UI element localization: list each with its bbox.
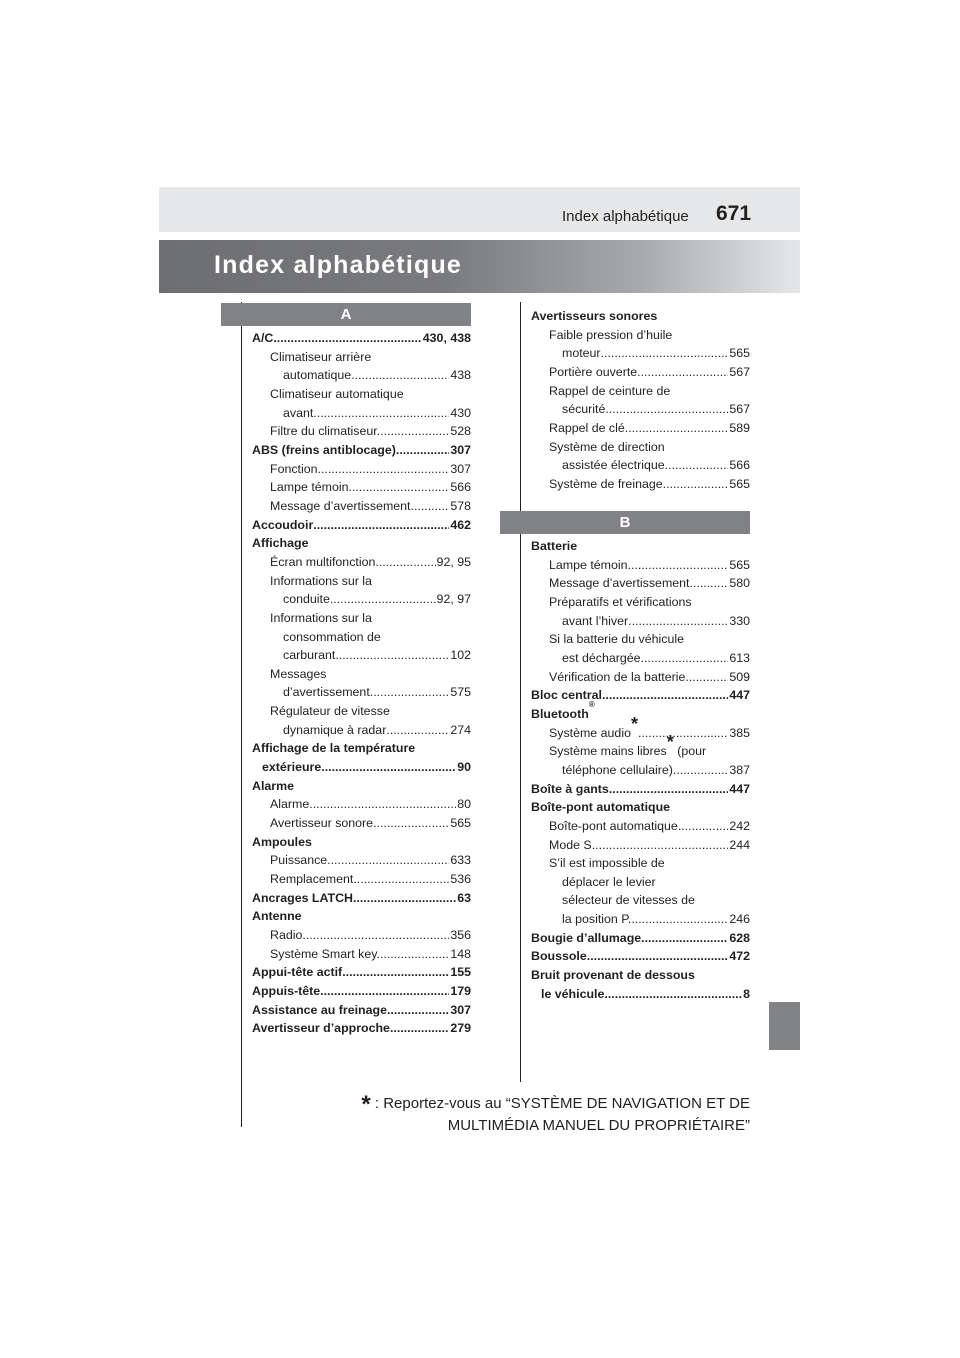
index-entry: [252, 814, 471, 833]
entry-text: Ancrages LATCH: [252, 890, 353, 905]
entry-page-ref: 566: [729, 458, 750, 473]
dot-leader: [375, 553, 435, 572]
index-entry: [252, 329, 471, 348]
index-entry: [531, 947, 750, 966]
index-entry: [531, 363, 750, 382]
entry-text: A/C: [252, 331, 274, 345]
entry-text: Remplacement.: [270, 872, 357, 887]
dot-leader: [373, 814, 449, 833]
index-entry: [531, 910, 750, 929]
entry-page-ref: 307: [450, 461, 471, 476]
entry-text: d’avertissement: [283, 685, 370, 700]
index-entry: [252, 945, 471, 964]
entry-page-ref: 102: [450, 648, 471, 663]
index-entry: [531, 873, 750, 892]
index-entry: [252, 534, 471, 553]
index-entry: [531, 456, 750, 475]
index-entry: [252, 926, 471, 945]
index-entry: [252, 721, 471, 740]
index-entry: [252, 758, 471, 777]
index-entry: [531, 593, 750, 612]
dot-leader: [665, 456, 729, 475]
entry-text: Affichage: [252, 536, 309, 551]
entry-text: Assistance au freinage: [252, 1002, 387, 1017]
dot-leader: [386, 721, 449, 740]
entry-text: Portière ouverte: [549, 364, 638, 379]
dot-leader: [641, 929, 728, 948]
dot-leader: [685, 668, 728, 687]
index-entry: [531, 630, 750, 649]
dot-leader: [327, 851, 449, 870]
entry-text: Climatiseur arrière: [270, 349, 372, 364]
entry-text: Rappel de clé.: [549, 420, 629, 435]
entry-text: Système de freinage: [549, 476, 663, 491]
index-entry: [252, 982, 471, 1001]
index-entry: [252, 590, 471, 609]
entry-page-ref: 155: [450, 965, 471, 980]
chapter-thumb-tab: [769, 1002, 800, 1050]
entry-page-ref: 462: [450, 517, 471, 532]
entry-text: sélecteur de vitesses de: [562, 893, 695, 908]
dot-leader: [380, 945, 449, 964]
index-entry: [531, 929, 750, 948]
entry-text: Bougie d’allumage: [531, 930, 642, 945]
dot-leader: [608, 985, 742, 1004]
dot-leader: [690, 574, 729, 593]
running-header-section: Index alphabétique: [562, 208, 689, 225]
entry-text: Vérification de la batterie: [549, 669, 686, 684]
dot-leader: [628, 612, 728, 631]
dot-leader: [335, 646, 449, 665]
index-entry: [531, 326, 750, 345]
index-entry: [531, 966, 750, 985]
index-entry: [252, 441, 471, 460]
index-entry: [531, 574, 750, 593]
entry-text: Fonction: [270, 461, 318, 476]
entry-text: Avertisseur d’approche: [252, 1021, 390, 1036]
index-entry: [531, 475, 750, 494]
entry-text: Affichage de la température: [252, 741, 416, 756]
index-entry: [252, 497, 471, 516]
entry-text: carburant: [283, 648, 336, 663]
index-entry: [252, 553, 471, 572]
entry-text: Boîte à gants: [531, 781, 609, 796]
entry-text: Accoudoir: [252, 517, 314, 532]
index-entry: [531, 556, 750, 575]
entry-text: Si la batterie du véhicule: [549, 632, 685, 647]
footnote: [350, 1093, 750, 1137]
index-entry: [252, 646, 471, 665]
entry-page-ref: 80: [457, 797, 471, 812]
dot-leader: [673, 761, 728, 780]
footnote-asterisk: *: [666, 732, 674, 753]
dot-leader: [678, 817, 728, 836]
entry-page-ref: 528: [450, 424, 471, 439]
entry-text: Message d’avertissement: [549, 576, 690, 591]
entry-page-ref: 63: [457, 890, 471, 905]
entry-page-ref: 92, 95: [436, 554, 471, 569]
index-entry: [252, 348, 471, 367]
entry-page-ref: 430, 438: [422, 331, 471, 345]
entry-text: Rappel de ceinture de: [549, 383, 671, 398]
dot-leader: [273, 329, 421, 348]
entry-text: Écran multifonction: [270, 554, 376, 569]
index-entry: [531, 400, 750, 419]
entry-text: Système de direction: [549, 439, 665, 454]
entry-page-ref: 148: [450, 946, 471, 961]
index-entry: [252, 665, 471, 684]
entry-page-ref: 580: [729, 576, 750, 591]
index-entry: [531, 382, 750, 401]
index-entry: [531, 854, 750, 873]
entry-page-ref: 307: [450, 442, 471, 457]
dot-leader: [320, 982, 449, 1001]
dot-leader: [601, 344, 729, 363]
entry-text: Avertisseur sonore: [270, 816, 374, 831]
dot-leader: [387, 1001, 449, 1020]
index-entry: [252, 870, 471, 889]
entry-page-ref: 567: [729, 402, 750, 417]
entry-page-ref: 509: [729, 669, 750, 684]
entry-page-ref: 438: [450, 368, 471, 383]
entry-page-ref: 90: [457, 760, 471, 775]
dot-leader: [638, 724, 728, 743]
page-number: 671: [716, 202, 752, 225]
entry-page-ref: 565: [729, 557, 750, 572]
dot-leader: [587, 947, 729, 966]
index-entry: [531, 537, 750, 556]
index-entry: [531, 780, 750, 799]
index-entry: [531, 686, 750, 705]
entry-text: Alarme: [252, 778, 295, 793]
entry-page-ref: 589: [729, 420, 750, 435]
footnote-asterisk: *: [630, 713, 638, 734]
letter-heading-a: A: [221, 303, 471, 326]
entry-text: Système Smart key.: [270, 946, 380, 961]
dot-leader: [628, 556, 729, 575]
entry-page-ref: 628: [729, 930, 750, 945]
entry-text: Boussole: [531, 949, 587, 964]
entry-text: Radio: [270, 928, 303, 942]
entry-text: Batterie: [531, 539, 578, 553]
entry-page-ref: 385: [729, 725, 750, 740]
dot-leader: [309, 795, 456, 814]
entry-page-ref: 613: [729, 650, 750, 665]
index-entry: [252, 366, 471, 385]
index-entry: [252, 516, 471, 535]
entry-page-ref: 8: [743, 986, 750, 1001]
entry-page-ref: 244: [729, 837, 750, 852]
index-entry: [531, 891, 750, 910]
index-entry: [252, 963, 471, 982]
entry-text: consommation de: [283, 629, 381, 644]
index-entry: [252, 907, 471, 926]
entry-page-ref: 387: [729, 762, 750, 777]
index-entry: [531, 985, 750, 1004]
dot-leader: [390, 1019, 449, 1038]
index-entry: [252, 777, 471, 796]
dot-leader: [609, 400, 728, 419]
dot-leader: [396, 441, 449, 460]
page-title: Index alphabétique: [214, 251, 463, 279]
entry-text: Climatiseur automatique: [270, 386, 404, 401]
entry-text: ABS (freins antiblocage): [252, 442, 396, 457]
entry-text: Informations sur la: [270, 610, 372, 625]
dot-leader: [628, 419, 728, 438]
index-entry: [531, 344, 750, 363]
entry-text: Bruit provenant de dessous: [531, 968, 695, 983]
index-entry: [531, 761, 750, 780]
dot-leader: [592, 836, 729, 855]
entry-page-ref: 472: [729, 949, 750, 964]
column-divider: [520, 302, 521, 1082]
index-entry: [252, 422, 471, 441]
entry-text: conduite: [283, 592, 330, 607]
entry-page-ref: 447: [729, 781, 750, 796]
dot-leader: [357, 870, 450, 889]
index-entry: [531, 836, 750, 855]
entry-text: Boîte-pont automatique: [531, 800, 671, 815]
index-entry: [531, 649, 750, 668]
entry-text: Message d’avertissement: [270, 498, 411, 513]
entry-page-ref: 179: [450, 983, 471, 998]
entry-page-ref: 274: [450, 722, 471, 737]
dot-leader: [637, 363, 728, 382]
entry-text: avant l’hiver: [562, 613, 629, 628]
footnote-asterisk: *: [361, 1091, 371, 1118]
entry-text: avant.: [283, 405, 317, 420]
index-entry: [252, 795, 471, 814]
dot-leader: [663, 475, 729, 494]
dot-leader: [641, 649, 729, 668]
index-entry: [252, 889, 471, 908]
entry-page-ref: 567: [729, 364, 750, 379]
entry-page-ref: 92, 97: [436, 592, 471, 607]
entry-text: Alarme: [270, 797, 310, 812]
entry-text: Lampe témoin: [270, 480, 349, 495]
dot-leader: [351, 366, 449, 385]
dot-leader: [342, 963, 449, 982]
index-entry: [531, 699, 750, 724]
index-entry: [252, 702, 471, 721]
entry-page-ref: 279: [450, 1021, 471, 1036]
entry-page-ref: 565: [729, 476, 750, 491]
dot-leader: [609, 780, 729, 799]
entry-page-ref: 578: [450, 498, 471, 513]
header-bar: [159, 187, 800, 232]
index-entry: [531, 419, 750, 438]
index-entry: [252, 683, 471, 702]
entry-text: Filtre du climatiseur.: [270, 424, 381, 439]
dot-leader: [353, 889, 456, 908]
index-entry: [252, 609, 471, 628]
index-entry: [252, 628, 471, 647]
index-entry: [252, 833, 471, 852]
entry-page-ref: 242: [729, 818, 750, 833]
entry-text: Système audio: [549, 725, 631, 740]
entry-text: Appui-tête actif: [252, 965, 343, 980]
index-entry: [252, 385, 471, 404]
footnote-line-2: MULTIMÉDIA MANUEL DU PROPRIÉTAIRE”: [447, 1117, 750, 1134]
entry-page-ref: 536: [450, 872, 471, 887]
entry-text: Mode S: [549, 837, 592, 852]
entry-page-ref: 447: [729, 688, 750, 703]
index-entry: [531, 307, 750, 326]
entry-text: Antenne: [252, 909, 302, 924]
entry-page-ref: 633: [450, 853, 471, 868]
entry-text: Ampoules: [252, 834, 312, 849]
entry-text: dynamique à radar: [283, 722, 387, 737]
index-entry: [252, 1019, 471, 1038]
index-column-b: [531, 537, 750, 1003]
entry-text: Puissance: [270, 853, 328, 868]
footnote-text-1: : Reportez-vous au “SYSTÈME DE NAVIGATION ET DE: [370, 1095, 750, 1112]
index-entry: [252, 739, 471, 758]
index-column-a: [252, 329, 471, 1038]
letter-heading-b: B: [500, 511, 750, 534]
entry-page-ref: 330: [729, 613, 750, 628]
entry-text: S’il est impossible de: [549, 856, 665, 871]
entry-text: Boîte-pont automatique: [549, 818, 678, 833]
index-entry: [252, 1001, 471, 1020]
index-entry: [531, 817, 750, 836]
index-entry: [252, 460, 471, 479]
entry-page-ref: 430: [450, 405, 471, 420]
entry-text: Bloc central: [531, 688, 602, 703]
entry-page-ref: 565: [729, 346, 750, 361]
index-entry: [252, 572, 471, 591]
entry-text: Bluetooth: [531, 706, 589, 721]
entry-text: Système mains libres: [549, 744, 667, 759]
entry-text: Régulateur de vitesse: [270, 704, 390, 719]
entry-text: Lampe témoin: [549, 557, 628, 572]
entry-text: le véhicule.: [541, 986, 608, 1001]
entry-page-ref: 565: [450, 816, 471, 831]
index-entry: [531, 668, 750, 687]
dot-leader: [370, 683, 450, 702]
dot-leader: [330, 590, 436, 609]
dot-leader: [380, 422, 449, 441]
entry-text: Messages: [270, 666, 327, 681]
entry-text: Préparatifs et vérifications: [549, 594, 692, 609]
entry-text: est déchargée: [562, 650, 641, 665]
entry-text: extérieure: [262, 760, 322, 775]
dot-leader: [317, 404, 450, 423]
entry-text: la position P.: [562, 912, 632, 927]
registered-mark: ®: [588, 699, 595, 709]
entry-text: téléphone cellulaire): [562, 762, 673, 777]
entry-text: assistée électrique: [562, 458, 665, 473]
entry-text: moteur: [562, 346, 601, 361]
index-entry: [252, 478, 471, 497]
index-column-b-top: [531, 307, 750, 494]
dot-leader: [302, 926, 449, 945]
index-entry: [531, 798, 750, 817]
entry-page-ref: 356: [450, 928, 471, 942]
dot-leader: [349, 478, 450, 497]
dot-leader: [313, 516, 449, 535]
entry-page-ref: 307: [450, 1002, 471, 1017]
dot-leader: [321, 758, 456, 777]
index-entry: [252, 851, 471, 870]
footnote-line-1: [350, 1091, 750, 1118]
entry-page-ref: 566: [450, 480, 471, 495]
index-entry: [531, 612, 750, 631]
dot-leader: [318, 460, 450, 479]
index-entry: [252, 404, 471, 423]
entry-text: Appuis-tête: [252, 983, 321, 998]
entry-text-suffix: (pour: [673, 744, 707, 759]
entry-text: Faible pression d’huile: [549, 327, 673, 342]
left-margin-rule: [241, 302, 242, 1127]
entry-text: déplacer le levier: [562, 874, 656, 889]
dot-leader: [411, 497, 450, 516]
dot-leader: [631, 910, 728, 929]
dot-leader: [602, 686, 728, 705]
entry-text: sécurité.: [562, 402, 609, 417]
entry-page-ref: 246: [729, 912, 750, 927]
entry-text: Informations sur la: [270, 573, 372, 588]
entry-text: Avertisseurs sonores: [531, 309, 658, 323]
index-entry: [531, 438, 750, 457]
entry-page-ref: 575: [450, 685, 471, 700]
entry-text: automatique: [283, 368, 352, 383]
